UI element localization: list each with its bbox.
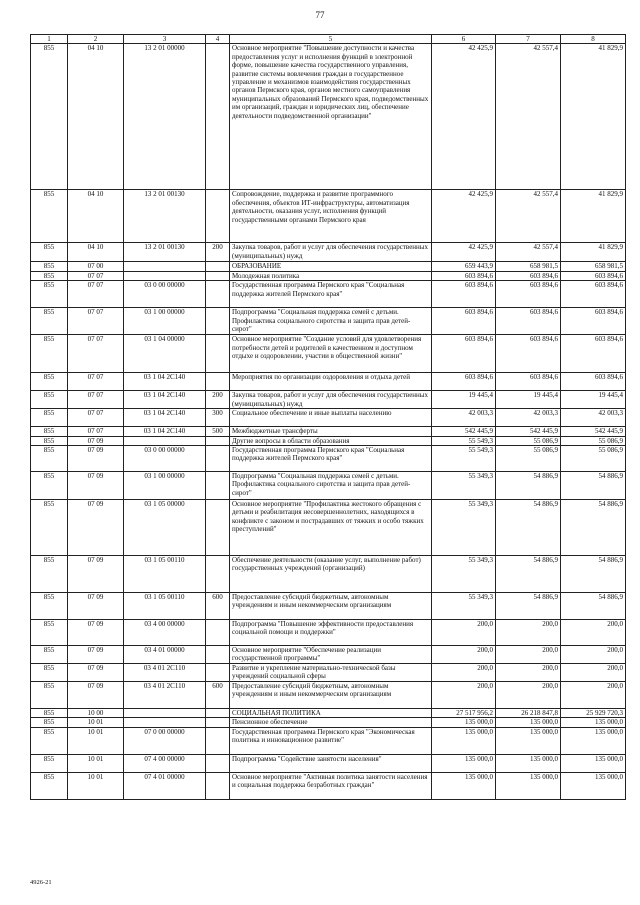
expense-type-cell <box>206 664 230 682</box>
table-row <box>31 373 626 391</box>
expense-type-cell <box>206 754 230 772</box>
section-code-cell: 07 09 <box>68 446 124 472</box>
table-row <box>31 308 626 335</box>
amount-cell: 542 445,9 <box>496 427 561 436</box>
amount-cell: 200,0 <box>432 664 496 682</box>
target-article-cell: 03 1 04 00000 <box>124 335 206 373</box>
table-row <box>31 664 626 682</box>
amount-cell: 55 349,3 <box>432 500 496 556</box>
expense-type-cell: 600 <box>206 593 230 620</box>
section-code-cell: 07 07 <box>68 373 124 391</box>
target-article-cell: 13 2 01 00130 <box>124 190 206 243</box>
amount-cell: 200,0 <box>561 664 626 682</box>
expense-type-cell <box>206 772 230 799</box>
target-article-cell: 03 0 00 00000 <box>124 446 206 472</box>
section-code-cell: 07 09 <box>68 646 124 664</box>
amount-cell: 135 000,0 <box>496 727 561 754</box>
expense-type-cell <box>206 262 230 271</box>
description-cell: Закупка товаров, работ и услуг для обеспечения государственных (муниципальных) нужд <box>230 391 432 409</box>
admin-code-cell: 855 <box>31 271 68 280</box>
table-row <box>31 682 626 709</box>
admin-code-cell: 855 <box>31 373 68 391</box>
expense-type-cell <box>206 190 230 243</box>
description-cell: Государственная программа Пермского края "Экономическая политика и инновационное развитие" <box>230 727 432 754</box>
admin-code-cell: 855 <box>31 446 68 472</box>
admin-code-cell: 855 <box>31 335 68 373</box>
target-article-cell: 03 4 01 2С110 <box>124 682 206 709</box>
target-article-cell <box>124 262 206 271</box>
section-code-cell: 04 10 <box>68 190 124 243</box>
amount-cell: 19 445,4 <box>496 391 561 409</box>
description-cell: Сопровождение, поддержка и развитие программного обеспечения, объектов ИТ-инфраструктуры, автоматизация деятельности, оказания услуг, исполнения функций государственными органами Пермского края <box>230 190 432 243</box>
amount-cell: 19 445,4 <box>432 391 496 409</box>
amount-cell: 200,0 <box>432 646 496 664</box>
section-code-cell: 07 09 <box>68 664 124 682</box>
admin-code-cell: 855 <box>31 556 68 593</box>
target-article-cell: 03 1 04 2С140 <box>124 391 206 409</box>
target-article-cell: 03 1 00 00000 <box>124 308 206 335</box>
amount-cell: 200,0 <box>432 620 496 646</box>
expense-type-cell <box>206 281 230 308</box>
header-cell: 2 <box>68 35 124 44</box>
table-row <box>31 190 626 243</box>
table-row <box>31 646 626 664</box>
description-cell: ОБРАЗОВАНИЕ <box>230 262 432 271</box>
document-footer-code: 4926-21 <box>30 879 52 886</box>
table-row <box>31 446 626 472</box>
admin-code-cell: 855 <box>31 664 68 682</box>
table-row <box>31 727 626 754</box>
description-cell: Основное мероприятие "Создание условий для удовлетворения потребности детей и родителей в качественном и доступном отдыхе и оздоровлении, участии в общественной жизни" <box>230 335 432 373</box>
amount-cell: 135 000,0 <box>561 718 626 727</box>
description-cell: Государственная программа Пермского края "Социальная поддержка жителей Пермского края" <box>230 446 432 472</box>
target-article-cell: 07 4 01 00000 <box>124 772 206 799</box>
amount-cell: 200,0 <box>561 682 626 709</box>
amount-cell: 542 445,9 <box>561 427 626 436</box>
amount-cell: 603 894,6 <box>561 271 626 280</box>
amount-cell: 135 000,0 <box>561 754 626 772</box>
description-cell: Мероприятия по организации оздоровления и отдыха детей <box>230 373 432 391</box>
section-code-cell: 07 07 <box>68 427 124 436</box>
admin-code-cell: 855 <box>31 262 68 271</box>
expense-type-cell <box>206 500 230 556</box>
amount-cell: 603 894,6 <box>496 271 561 280</box>
amount-cell: 42 425,9 <box>432 44 496 190</box>
description-cell: Развитие и укрепление материально-технической базы учреждений социальной сферы <box>230 664 432 682</box>
amount-cell: 42 003,3 <box>561 409 626 427</box>
amount-cell: 135 000,0 <box>432 772 496 799</box>
admin-code-cell: 855 <box>31 646 68 664</box>
section-code-cell: 10 01 <box>68 727 124 754</box>
amount-cell: 42 425,9 <box>432 190 496 243</box>
admin-code-cell: 855 <box>31 754 68 772</box>
table-row <box>31 500 626 556</box>
table-row <box>31 243 626 262</box>
section-code-cell: 10 01 <box>68 754 124 772</box>
expense-type-cell <box>206 446 230 472</box>
table-row <box>31 772 626 799</box>
description-cell: Другие вопросы в области образования <box>230 436 432 445</box>
expense-type-cell <box>206 727 230 754</box>
amount-cell: 54 886,9 <box>561 500 626 556</box>
header-row <box>31 35 626 44</box>
admin-code-cell: 855 <box>31 709 68 718</box>
target-article-cell: 03 1 04 2С140 <box>124 409 206 427</box>
expense-type-cell <box>206 308 230 335</box>
amount-cell: 42 003,3 <box>496 409 561 427</box>
amount-cell: 135 000,0 <box>496 754 561 772</box>
header-cell: 6 <box>432 35 496 44</box>
admin-code-cell: 855 <box>31 243 68 262</box>
expense-type-cell <box>206 620 230 646</box>
target-article-cell: 03 0 00 00000 <box>124 281 206 308</box>
admin-code-cell: 855 <box>31 436 68 445</box>
target-article-cell <box>124 709 206 718</box>
page-number: 77 <box>315 10 325 20</box>
section-code-cell: 07 00 <box>68 262 124 271</box>
description-cell: Молодежная политика <box>230 271 432 280</box>
target-article-cell: 03 1 05 00000 <box>124 500 206 556</box>
description-cell: Основное мероприятие "Обеспечение реализации государственной программы" <box>230 646 432 664</box>
amount-cell: 54 886,9 <box>496 556 561 593</box>
description-cell: Основное мероприятие "Профилактика жестокого обращения с детьми и реабилитация несовершеннолетних, находящихся в конфликте с законом и пострадавших от тяжких и особо тяжких преступлений" <box>230 500 432 556</box>
table-row <box>31 281 626 308</box>
amount-cell: 55 349,3 <box>432 472 496 500</box>
amount-cell: 135 000,0 <box>432 727 496 754</box>
description-cell: Предоставление субсидий бюджетным, автономным учреждениям и иным некоммерческим организациям <box>230 682 432 709</box>
target-article-cell <box>124 718 206 727</box>
admin-code-cell: 855 <box>31 190 68 243</box>
section-code-cell: 10 00 <box>68 709 124 718</box>
expense-type-cell: 200 <box>206 243 230 262</box>
description-cell: Государственная программа Пермского края "Социальная поддержка жителей Пермского края" <box>230 281 432 308</box>
description-cell: Подпрограмма "Повышение эффективности предоставления социальной помощи и поддержки" <box>230 620 432 646</box>
target-article-cell: 03 4 01 00000 <box>124 646 206 664</box>
amount-cell: 41 829,9 <box>561 190 626 243</box>
amount-cell: 55 086,9 <box>561 446 626 472</box>
amount-cell: 42 557,4 <box>496 190 561 243</box>
description-cell: Основное мероприятие "Повышение доступности и качества предоставления услуг и исполнения функций в электронной форме, повышение качества государственного управления, развитие системы вовлечения граждан в государственное управление и механизмов взаимодействия государственных органов Пермского края, органов местного самоуправления муниципальных образований Пермского края, подведомственных им организаций, граждан и юридических лиц, обеспечение деятельности подведомственной организации" <box>230 44 432 190</box>
amount-cell: 135 000,0 <box>496 718 561 727</box>
amount-cell: 54 886,9 <box>496 472 561 500</box>
expense-type-cell <box>206 709 230 718</box>
description-cell: Социальное обеспечение и иные выплаты населению <box>230 409 432 427</box>
table-row <box>31 718 626 727</box>
amount-cell: 603 894,6 <box>496 308 561 335</box>
amount-cell: 603 894,6 <box>561 373 626 391</box>
amount-cell: 135 000,0 <box>561 772 626 799</box>
expense-type-cell <box>206 373 230 391</box>
amount-cell: 54 886,9 <box>561 593 626 620</box>
table-row <box>31 472 626 500</box>
table-row <box>31 427 626 436</box>
amount-cell: 135 000,0 <box>496 772 561 799</box>
amount-cell: 135 000,0 <box>561 727 626 754</box>
description-cell: Обеспечение деятельности (оказание услуг, выполнение работ) государственных учреждений (организаций) <box>230 556 432 593</box>
amount-cell: 603 894,6 <box>432 373 496 391</box>
amount-cell: 200,0 <box>496 664 561 682</box>
admin-code-cell: 855 <box>31 718 68 727</box>
expense-type-cell: 200 <box>206 391 230 409</box>
admin-code-cell: 855 <box>31 281 68 308</box>
amount-cell: 659 443,9 <box>432 262 496 271</box>
header-cell: 3 <box>124 35 206 44</box>
admin-code-cell: 855 <box>31 44 68 190</box>
amount-cell: 19 445,4 <box>561 391 626 409</box>
amount-cell: 41 829,9 <box>561 243 626 262</box>
amount-cell: 603 894,6 <box>561 308 626 335</box>
target-article-cell: 03 1 04 2С140 <box>124 373 206 391</box>
description-cell: Закупка товаров, работ и услуг для обеспечения государственных (муниципальных) нужд <box>230 243 432 262</box>
target-article-cell: 13 2 01 00130 <box>124 243 206 262</box>
amount-cell: 603 894,6 <box>496 335 561 373</box>
amount-cell: 41 829,9 <box>561 44 626 190</box>
amount-cell: 55 549,3 <box>432 436 496 445</box>
admin-code-cell: 855 <box>31 391 68 409</box>
amount-cell: 54 886,9 <box>496 500 561 556</box>
description-cell: СОЦИАЛЬНАЯ ПОЛИТИКА <box>230 709 432 718</box>
amount-cell: 603 894,6 <box>432 271 496 280</box>
section-code-cell: 07 09 <box>68 620 124 646</box>
section-code-cell: 07 07 <box>68 391 124 409</box>
target-article-cell: 03 4 00 00000 <box>124 620 206 646</box>
amount-cell: 42 003,3 <box>432 409 496 427</box>
target-article-cell: 13 2 01 00000 <box>124 44 206 190</box>
amount-cell: 200,0 <box>496 682 561 709</box>
amount-cell: 603 894,6 <box>496 373 561 391</box>
target-article-cell: 03 1 00 00000 <box>124 472 206 500</box>
admin-code-cell: 855 <box>31 593 68 620</box>
section-code-cell: 07 09 <box>68 472 124 500</box>
amount-cell: 54 886,9 <box>561 472 626 500</box>
amount-cell: 603 894,6 <box>432 335 496 373</box>
admin-code-cell: 855 <box>31 620 68 646</box>
section-code-cell: 04 10 <box>68 243 124 262</box>
description-cell: Пенсионное обеспечение <box>230 718 432 727</box>
expense-type-cell <box>206 436 230 445</box>
amount-cell: 55 549,3 <box>432 446 496 472</box>
amount-cell: 603 894,6 <box>561 281 626 308</box>
target-article-cell: 03 1 04 2С140 <box>124 427 206 436</box>
header-cell: 7 <box>496 35 561 44</box>
header-cell: 1 <box>31 35 68 44</box>
amount-cell: 55 086,9 <box>561 436 626 445</box>
header-cell: 5 <box>230 35 432 44</box>
amount-cell: 135 000,0 <box>432 754 496 772</box>
admin-code-cell: 855 <box>31 682 68 709</box>
amount-cell: 603 894,6 <box>496 281 561 308</box>
table-row <box>31 44 626 190</box>
amount-cell: 55 086,9 <box>496 436 561 445</box>
description-cell: Подпрограмма "Социальная поддержка семей с детьми. Профилактика социального сиротства и защита прав детей-сирот" <box>230 308 432 335</box>
section-code-cell: 07 07 <box>68 281 124 308</box>
table-row <box>31 271 626 280</box>
section-code-cell: 07 07 <box>68 335 124 373</box>
table-row <box>31 409 626 427</box>
section-code-cell: 10 01 <box>68 772 124 799</box>
admin-code-cell: 855 <box>31 308 68 335</box>
header-cell: 8 <box>561 35 626 44</box>
target-article-cell: 07 0 00 00000 <box>124 727 206 754</box>
section-code-cell: 07 09 <box>68 556 124 593</box>
amount-cell: 54 886,9 <box>561 556 626 593</box>
table-body <box>31 44 626 799</box>
section-code-cell: 07 09 <box>68 682 124 709</box>
table-row <box>31 436 626 445</box>
table-row <box>31 709 626 718</box>
amount-cell: 27 517 956,2 <box>432 709 496 718</box>
section-code-cell: 07 07 <box>68 308 124 335</box>
amount-cell: 25 929 720,3 <box>561 709 626 718</box>
table-row <box>31 556 626 593</box>
description-cell: Подпрограмма "Социальная поддержка семей с детьми. Профилактика социального сиротства и защита прав детей-сирот" <box>230 472 432 500</box>
target-article-cell: 03 1 05 00110 <box>124 556 206 593</box>
target-article-cell: 03 4 01 2С110 <box>124 664 206 682</box>
budget-table-wrapper <box>30 34 625 800</box>
expense-type-cell <box>206 646 230 664</box>
target-article-cell: 07 4 00 00000 <box>124 754 206 772</box>
description-cell: Основное мероприятие "Активная политика занятости населения и социальная поддержка безработных граждан" <box>230 772 432 799</box>
amount-cell: 54 886,9 <box>496 593 561 620</box>
table-row <box>31 335 626 373</box>
table-row <box>31 754 626 772</box>
section-code-cell: 07 09 <box>68 436 124 445</box>
budget-table <box>30 34 626 800</box>
expense-type-cell <box>206 44 230 190</box>
amount-cell: 658 981,5 <box>496 262 561 271</box>
amount-cell: 42 557,4 <box>496 44 561 190</box>
amount-cell: 200,0 <box>561 620 626 646</box>
target-article-cell <box>124 436 206 445</box>
expense-type-cell: 300 <box>206 409 230 427</box>
table-row <box>31 391 626 409</box>
amount-cell: 200,0 <box>432 682 496 709</box>
section-code-cell: 04 10 <box>68 44 124 190</box>
amount-cell: 542 445,9 <box>432 427 496 436</box>
amount-cell: 658 981,5 <box>561 262 626 271</box>
section-code-cell: 07 07 <box>68 271 124 280</box>
expense-type-cell <box>206 556 230 593</box>
admin-code-cell: 855 <box>31 472 68 500</box>
amount-cell: 200,0 <box>561 646 626 664</box>
amount-cell: 200,0 <box>496 620 561 646</box>
description-cell: Межбюджетные трансферты <box>230 427 432 436</box>
amount-cell: 603 894,6 <box>432 281 496 308</box>
section-code-cell: 07 09 <box>68 500 124 556</box>
admin-code-cell: 855 <box>31 500 68 556</box>
description-cell: Предоставление субсидий бюджетным, автономным учреждениям и иным некоммерческим организациям <box>230 593 432 620</box>
admin-code-cell: 855 <box>31 772 68 799</box>
amount-cell: 55 086,9 <box>496 446 561 472</box>
expense-type-cell: 600 <box>206 682 230 709</box>
expense-type-cell <box>206 335 230 373</box>
table-row <box>31 620 626 646</box>
amount-cell: 42 557,4 <box>496 243 561 262</box>
admin-code-cell: 855 <box>31 727 68 754</box>
expense-type-cell: 500 <box>206 427 230 436</box>
expense-type-cell <box>206 472 230 500</box>
amount-cell: 135 000,0 <box>432 718 496 727</box>
amount-cell: 55 349,3 <box>432 593 496 620</box>
expense-type-cell <box>206 718 230 727</box>
target-article-cell <box>124 271 206 280</box>
amount-cell: 42 425,9 <box>432 243 496 262</box>
target-article-cell: 03 1 05 00110 <box>124 593 206 620</box>
admin-code-cell: 855 <box>31 427 68 436</box>
header-cell: 4 <box>206 35 230 44</box>
amount-cell: 55 349,3 <box>432 556 496 593</box>
amount-cell: 603 894,6 <box>561 335 626 373</box>
table-row <box>31 593 626 620</box>
amount-cell: 200,0 <box>496 646 561 664</box>
section-code-cell: 07 07 <box>68 409 124 427</box>
admin-code-cell: 855 <box>31 409 68 427</box>
section-code-cell: 10 01 <box>68 718 124 727</box>
description-cell: Подпрограмма "Содействие занятости населения" <box>230 754 432 772</box>
table-row <box>31 262 626 271</box>
amount-cell: 603 894,6 <box>432 308 496 335</box>
expense-type-cell <box>206 271 230 280</box>
amount-cell: 26 218 847,8 <box>496 709 561 718</box>
section-code-cell: 07 09 <box>68 593 124 620</box>
